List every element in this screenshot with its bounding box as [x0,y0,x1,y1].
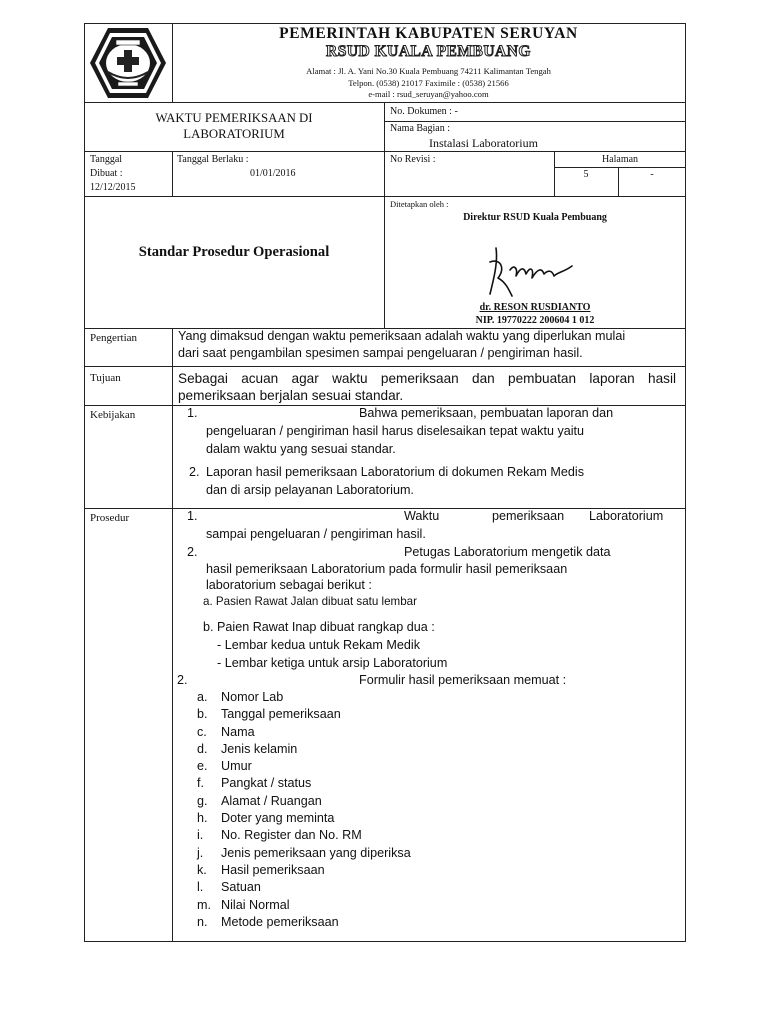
hospital-phone: Telpon. (0538) 21017 Faximile : (0538) 21566 [348,78,509,88]
row-label-kebijakan: Kebijakan [90,409,136,421]
sop-title: Standar Prosedur Operasional [138,244,330,260]
prosedur-word: pemeriksaan [492,509,565,523]
field-name: Satuan [221,880,261,895]
government-title: PEMERINTAH KABUPATEN SERUYAN [279,25,578,42]
fields-list [197,689,597,931]
field-name: Pangkat / status [221,776,312,791]
kebijakan-line: dalam waktu yang sesuai standar. [206,442,396,456]
director-name: dr. RESON RUSDIANTO [479,302,591,313]
list-marker: a. [197,690,208,704]
prosedur-word: Waktu [404,509,440,523]
list-marker: f. [197,776,204,791]
prosedur-line: hasil pemeriksaan Laboratorium pada formulir hasil pemeriksaan [206,562,568,576]
list-marker: l. [197,880,204,895]
row-label-pengertian: Pengertian [90,332,138,344]
signature [482,238,582,300]
divider [84,196,686,197]
section-value: Instalasi Laboratorium [429,136,538,150]
director-title: Direktur RSUD Kuala Pembuang [463,212,607,223]
page-label: Halaman [601,154,639,165]
divider [384,121,686,122]
prosedur-line: laboratorium sebagai berikut : [206,578,372,592]
document-title-line2: LABORATORIUM [183,127,285,141]
revision-label: No Revisi : [390,154,436,165]
list-number: 2. [177,673,188,687]
list-item [197,879,597,896]
field-name: Nomor Lab [221,690,284,704]
list-marker: h. [197,811,208,826]
field-name: Alamat / Ruangan [221,793,322,808]
director-nip: NIP. 19770222 200604 1 012 [475,315,595,326]
divider [172,151,173,196]
prosedur-word: Laboratorium [589,509,664,523]
created-date: 12/12/2015 [90,182,136,193]
divider [554,167,686,168]
set-by-label: Ditetapkan oleh : [390,199,449,209]
tujuan-line: pemeriksaan berjalan sesuai standar. [178,388,404,403]
divider [84,102,686,103]
list-item [197,706,597,723]
list-number: 2. [187,545,198,559]
kebijakan-line: Bahwa pemeriksaan, pembuatan laporan dan [359,406,614,420]
field-name: Umur [221,759,252,774]
list-number: 2. [189,465,200,479]
row-label-prosedur: Prosedur [90,512,130,524]
section-label: Nama Bagian : [390,123,450,134]
document-number: No. Dokumen : - [390,106,458,117]
created-label: Tanggal [90,154,123,165]
list-item [197,741,597,758]
list-item [197,862,597,879]
pengertian-line: Yang dimaksud dengan waktu pemeriksaan adalah waktu yang diperlukan mulai [178,329,626,343]
document-title: WAKTU PEMERIKSAAN DI [155,111,313,125]
divider [84,366,686,367]
list-number: 1. [187,406,198,420]
field-name: Tanggal pemeriksaan [221,707,341,722]
created-label-2: Dibuat : [90,168,123,179]
page-total: - [650,169,654,180]
sub-item: a. Pasien Rawat Jalan dibuat satu lembar [203,595,417,608]
list-item [197,897,597,914]
list-item [197,758,597,775]
kebijakan-line: pengeluaran / pengiriman hasil harus diselesaikan tepat waktu yaitu [206,424,585,438]
dash-item: - Lembar ketiga untuk arsip Laboratorium [217,656,448,670]
list-item [197,724,597,741]
field-name: Jenis kelamin [221,741,298,756]
list-item [197,775,597,792]
dash-item: - Lembar kedua untuk Rekam Medik [217,638,420,652]
list-marker: i. [197,828,204,843]
list-item [197,827,597,844]
list-item [197,845,597,862]
list-item [197,914,597,931]
prosedur-line: Petugas Laboratorium mengetik data [404,545,611,559]
list-marker: g. [197,793,208,808]
list-item [197,689,597,706]
tujuan-line: Sebagai acuan agar waktu pemeriksaan dan pembuatan laporan hasil [178,371,676,386]
hospital-name: RSUD KUALA PEMBUANG [326,43,531,60]
field-name: Hasil pemeriksaan [221,862,325,877]
list-item [197,793,597,810]
list-marker: n. [197,914,208,929]
field-name: Jenis pemeriksaan yang diperiksa [221,845,411,860]
pengertian-line: dari saat pengambilan spesimen sampai pengeluaran / pengiriman hasil. [178,346,583,360]
effective-label: Tanggal Berlaku : [177,154,249,165]
prosedur-line: Formulir hasil pemeriksaan memuat : [359,673,567,687]
list-marker: m. [197,897,211,912]
row-label-tujuan: Tujuan [90,372,121,384]
field-name: No. Register dan No. RM [221,828,362,843]
kebijakan-line: Laporan hasil pemeriksaan Laboratorium di dokumen Rekam Medis [206,465,585,479]
list-marker: b. [197,707,208,722]
effective-date: 01/01/2016 [250,168,296,179]
field-name: Nilai Normal [221,897,290,912]
list-number: 1. [187,509,198,523]
hospital-logo [88,26,168,100]
list-marker: e. [197,759,208,774]
prosedur-line: sampai pengeluaran / pengiriman hasil. [206,527,426,541]
page-number: 5 [583,169,589,180]
list-marker: j. [197,845,204,860]
list-item [197,810,597,827]
field-name: Metode pemeriksaan [221,914,339,929]
divider [172,328,173,942]
hospital-email: e-mail : rsud_seruyan@yahoo.com [368,89,489,99]
sub-item: b. Paien Rawat Inap dibuat rangkap dua : [203,620,435,634]
list-marker: k. [197,862,207,877]
kebijakan-line: dan di arsip pelayanan Laboratorium. [206,483,414,497]
hospital-address: Alamat : Jl. A. Yani No.30 Kuala Pembuang 74211 Kalimantan Tengah [306,66,551,76]
field-name: Nama [221,724,255,739]
list-marker: c. [197,724,207,739]
field-name: Doter yang meminta [221,811,335,826]
divider [84,151,686,152]
list-marker: d. [197,741,208,756]
